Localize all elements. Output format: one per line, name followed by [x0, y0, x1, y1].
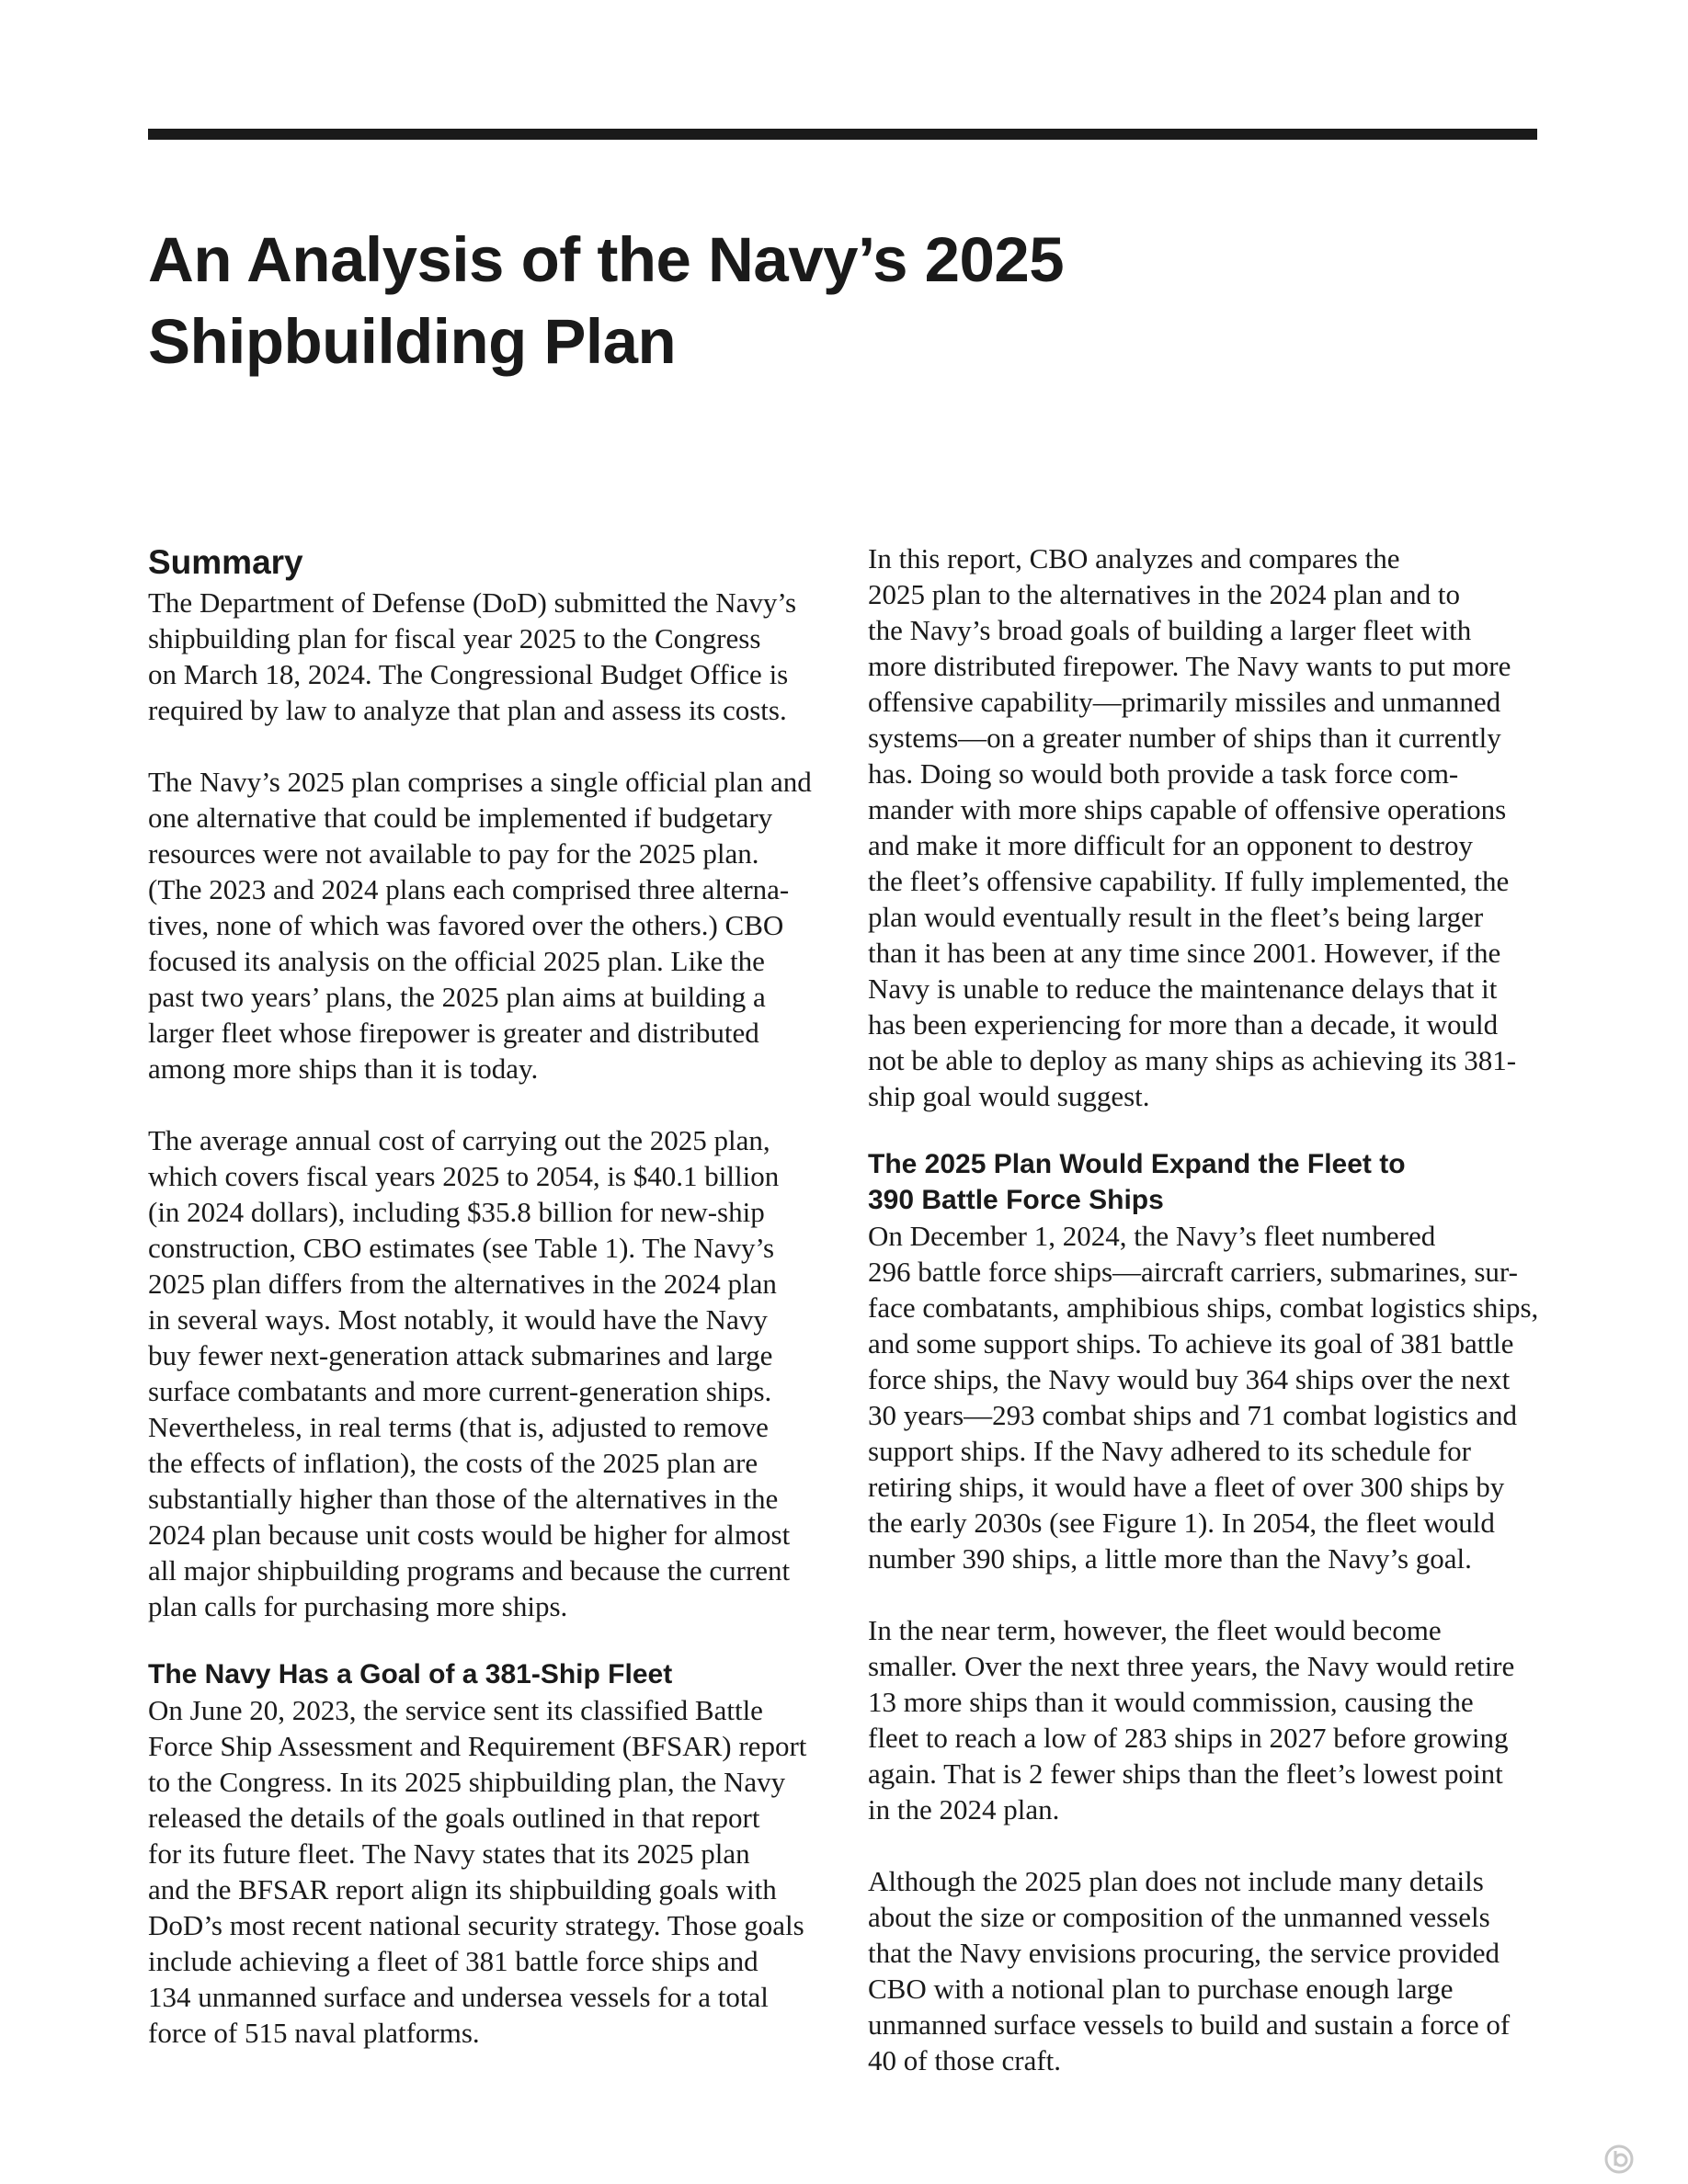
- text-line: smaller. Over the next three years, the Navy would retire: [868, 1650, 1515, 1682]
- expand-heading: [868, 1146, 1567, 1218]
- text-line: has been experiencing for more than a decade, it would: [868, 1008, 1499, 1041]
- left-column: [148, 540, 847, 2051]
- text-line: In this report, CBO analyzes and compares the: [868, 542, 1400, 574]
- text-line: force ships, the Navy would buy 364 ships over the next: [868, 1363, 1511, 1395]
- text-line: On December 1, 2024, the Navy’s fleet numbered: [868, 1220, 1436, 1252]
- text-line: The average annual cost of carrying out the 2025 plan,: [148, 1124, 770, 1156]
- page-title: [148, 219, 1527, 382]
- text-line: Force Ship Assessment and Requirement (BFSAR) report: [148, 1730, 807, 1762]
- text-line: plan calls for purchasing more ships.: [148, 1590, 568, 1622]
- text-line: to the Congress. In its 2025 shipbuilding plan, the Navy: [148, 1766, 786, 1798]
- text-line: support ships. If the Navy adhered to its schedule for: [868, 1435, 1472, 1467]
- text-line: the effects of inflation), the costs of the 2025 plan are: [148, 1447, 758, 1479]
- text-line: released the details of the goals outlined in that report: [148, 1802, 760, 1834]
- text-line: CBO with a notional plan to purchase enough large: [868, 1973, 1454, 2005]
- text-line: larger fleet whose firepower is greater and distributed: [148, 1017, 759, 1049]
- text-line: fleet to reach a low of 283 ships in 2027 before growing: [868, 1722, 1509, 1754]
- text-line: the fleet’s offensive capability. If fully implemented, the: [868, 865, 1510, 897]
- summary-paragraph-3: [148, 1122, 847, 1624]
- text-line: which covers fiscal years 2025 to 2054, is $40.1 billion: [148, 1160, 780, 1192]
- unmanned-paragraph: [868, 1863, 1567, 2078]
- text-line: face combatants, amphibious ships, combat logistics ships,: [868, 1291, 1539, 1324]
- text-line: not be able to deploy as many ships as achieving its 381-: [868, 1044, 1517, 1076]
- summary-paragraph-1: [148, 585, 847, 728]
- text-line: In the near term, however, the fleet would become: [868, 1614, 1442, 1646]
- text-line: DoD’s most recent national security strategy. Those goals: [148, 1909, 804, 1941]
- text-line: On June 20, 2023, the service sent its classified Battle: [148, 1694, 763, 1726]
- text-line: one alternative that could be implemented if budgetary: [148, 802, 773, 834]
- title-line: An Analysis of the Navy’s 2025: [148, 224, 1065, 295]
- text-line: offensive capability—primarily missiles and unmanned: [868, 686, 1501, 718]
- text-line: retiring ships, it would have a fleet of over 300 ships by: [868, 1471, 1505, 1503]
- heading-line: 390 Battle Force Ships: [868, 1185, 1164, 1215]
- text-line: all major shipbuilding programs and because the current: [148, 1554, 791, 1587]
- text-line: The Department of Defense (DoD) submitted the Navy’s: [148, 586, 797, 619]
- text-line: and some support ships. To achieve its goal of 381 battle: [868, 1327, 1514, 1359]
- text-line: in the 2024 plan.: [868, 1793, 1060, 1826]
- text-line: among more ships than it is today.: [148, 1052, 539, 1085]
- text-line: that the Navy envisions procuring, the service provided: [868, 1937, 1500, 1969]
- text-line: 40 of those craft.: [868, 2044, 1062, 2076]
- circular-logo-icon: [1603, 2144, 1635, 2175]
- goal-heading: The Navy Has a Goal of a 381-Ship Fleet: [148, 1659, 673, 1689]
- text-line: 2025 plan to the alternatives in the 2024 plan and to: [868, 578, 1460, 610]
- text-line: (in 2024 dollars), including $35.8 billion for new-ship: [148, 1196, 765, 1228]
- title-line: Shipbuilding Plan: [148, 306, 677, 377]
- text-line: required by law to analyze that plan and assess its costs.: [148, 694, 787, 726]
- text-line: Nevertheless, in real terms (that is, adjusted to remove: [148, 1411, 769, 1443]
- text-line: 2024 plan because unit costs would be higher for almost: [148, 1519, 791, 1551]
- text-line: for its future fleet. The Navy states that its 2025 plan: [148, 1837, 750, 1870]
- text-line: plan would eventually result in the fleet’s being larger: [868, 901, 1484, 933]
- text-line: ship goal would suggest.: [868, 1080, 1150, 1112]
- text-line: the Navy’s broad goals of building a larger fleet with: [868, 614, 1472, 646]
- expand-paragraph: [868, 1218, 1567, 1576]
- summary-heading: Summary: [148, 543, 303, 581]
- text-line: has. Doing so would both provide a task force com-: [868, 757, 1459, 790]
- text-line: more distributed firepower. The Navy wants to put more: [868, 650, 1511, 682]
- text-line: Navy is unable to reduce the maintenance delays that it: [868, 973, 1498, 1005]
- top-rule: [148, 129, 1537, 140]
- text-line: systems—on a greater number of ships than it currently: [868, 722, 1501, 754]
- text-line: resources were not available to pay for the 2025 plan.: [148, 837, 759, 870]
- heading-line: The 2025 Plan Would Expand the Fleet to: [868, 1149, 1406, 1179]
- text-line: 2025 plan differs from the alternatives in the 2024 plan: [148, 1268, 777, 1300]
- text-line: (The 2023 and 2024 plans each comprised three alterna-: [148, 873, 790, 905]
- text-line: in several ways. Most notably, it would have the Navy: [148, 1303, 768, 1336]
- text-line: force of 515 naval platforms.: [148, 2017, 480, 2049]
- text-line: shipbuilding plan for fiscal year 2025 to the Congress: [148, 622, 761, 654]
- near-term-paragraph: [868, 1612, 1567, 1827]
- text-line: unmanned surface vessels to build and sustain a force of: [868, 2008, 1511, 2041]
- text-line: about the size or composition of the unmanned vessels: [868, 1901, 1490, 1933]
- text-line: focused its analysis on the official 2025 plan. Like the: [148, 945, 765, 977]
- text-line: and make it more difficult for an opponent to destroy: [868, 829, 1474, 861]
- text-line: mander with more ships capable of offensive operations: [868, 793, 1507, 825]
- text-line: than it has been at any time since 2001. However, if the: [868, 937, 1501, 969]
- text-line: construction, CBO estimates (see Table 1). The Navy’s: [148, 1232, 775, 1264]
- text-line: the early 2030s (see Figure 1). In 2054, the fleet would: [868, 1507, 1495, 1539]
- goal-paragraph: [148, 1692, 847, 2051]
- text-line: 30 years—293 combat ships and 71 combat logistics and: [868, 1399, 1517, 1431]
- text-line: surface combatants and more current-generation ships.: [148, 1375, 772, 1407]
- right-column: [868, 540, 1567, 2078]
- text-line: substantially higher than those of the alternatives in the: [148, 1483, 779, 1515]
- text-line: 134 unmanned surface and undersea vessels for a total: [148, 1981, 769, 2013]
- text-line: number 390 ships, a little more than the Navy’s goal.: [868, 1542, 1472, 1575]
- text-line: past two years’ plans, the 2025 plan aims at building a: [148, 981, 766, 1013]
- text-line: tives, none of which was favored over the others.) CBO: [148, 909, 784, 941]
- text-line: and the BFSAR report align its shipbuilding goals with: [148, 1873, 777, 1905]
- text-line: 13 more ships than it would commission, causing the: [868, 1686, 1474, 1718]
- text-line: buy fewer next-generation attack submarines and large: [148, 1339, 773, 1371]
- text-line: again. That is 2 fewer ships than the fleet’s lowest point: [868, 1757, 1503, 1790]
- report-paragraph: [868, 540, 1567, 1114]
- text-line: The Navy’s 2025 plan comprises a single official plan and: [148, 766, 812, 798]
- summary-paragraph-2: [148, 764, 847, 1086]
- text-line: Although the 2025 plan does not include many details: [868, 1865, 1484, 1897]
- text-line: include achieving a fleet of 381 battle force ships and: [148, 1945, 758, 1977]
- text-line: 296 battle force ships—aircraft carriers, submarines, sur-: [868, 1256, 1518, 1288]
- text-line: on March 18, 2024. The Congressional Budget Office is: [148, 658, 789, 690]
